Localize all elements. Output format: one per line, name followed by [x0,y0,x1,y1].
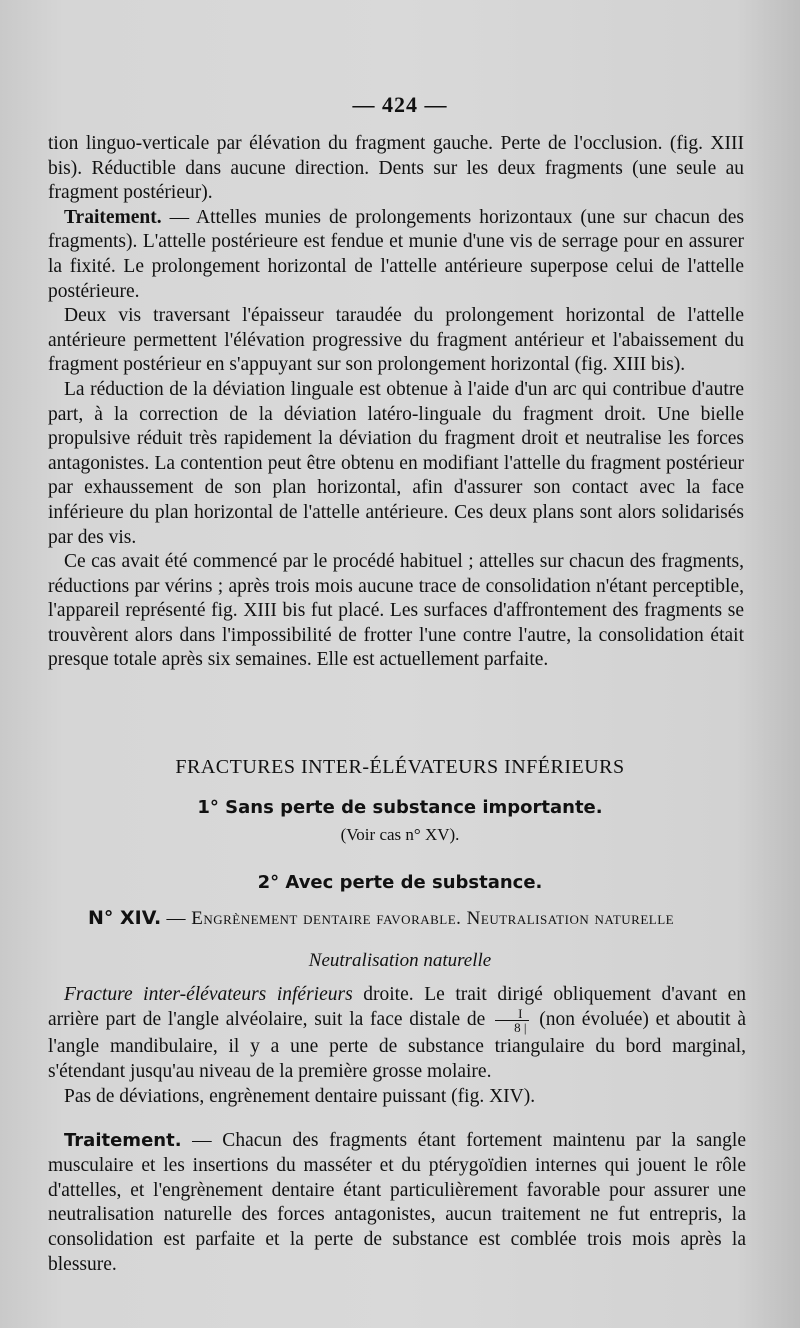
subsection-1-reference: (Voir cas n° XV). [340,825,460,844]
case-subtitle: Neutralisation naturelle [308,950,492,971]
fracture-italic: Fracture inter-élévateurs inférieurs [64,984,353,1005]
paragraph-traitement [48,206,744,304]
section-title: FRACTURES INTER-ÉLÉVATEURS INFÉRIEURS [175,756,625,778]
traitement-label-2: Traitement. [64,1130,182,1151]
fracture-text-b: (non évoluée) et aboutit à l'angle mandibulaire, il y a une perte de substance triangulaire du bord marginal, s'étendant jusqu'au niveau de la première grosse molaire. [48,1009,747,1083]
paragraph-fracture [48,982,746,1084]
paragraph-deux-vis: Deux vis traversant l'épaisseur taraudée du prolongement horizontal de l'attelle antérieure permettent l'élévation progressive du fragment antérieur et l'abaissement du fragment postérieur en s'appuyant sur son prolongement horizontal (fig. XIII bis). [48,305,744,376]
case-heading [88,907,728,930]
page-number: — 424 — [352,92,448,117]
tooth-fraction [495,1007,529,1034]
body-text-traitement [48,1129,746,1278]
case-number: N° XIV. [88,907,162,929]
traitement-text: — Attelles munies de prolongements horizontaux (une sur chacun des fragments). L'attelle postérieure est fendue et munie d'une vis de serrage pour en assurer la fixité. Le prolongement horizontal de l'attelle antérieure superpose celui de l'attelle postérieure. [48,206,744,302]
paragraph-pas-de-deviations: Pas de déviations, engrènement dentaire puissant (fig. XIV). [64,1086,536,1108]
subsection-2-title: 2° Avec perte de substance. [257,872,543,893]
body-text-case [48,982,746,1109]
traitement-text-2: — Chacun des fragments étant fortement maintenu par la sangle musculaire et les insertions du masséter et du ptérygoïdien internes qui jouent le rôle d'attelles, et l'engrènement dentaire étant particulièrement favorable pour assurer une neutralisation naturelle des forces antagonistes, aucun traitement ne fut entrepris, la consolidation est parfaite et la perte de substance est comblée trois mois après la blessure. [48,1130,746,1275]
fracture-text-a: droite. Le trait dirigé obliquement d'avant en arrière part de l'angle alvéolaire, suit la face distale de [48,984,746,1030]
paragraph-reduction: La réduction de la déviation linguale est obtenue à l'aide d'un arc qui contribue d'autre part, à la correction de la déviation latéro-linguale du fragment droit. Une bielle propulsive réduit très rapidement la déviation du fragment droit et neutralise les forces antagonistes. La contention peut être obtenu en modifiant l'attelle du fragment postérieur par exhaussement de son plan horizontal, afin d'assurer son contact avec la face inférieure du plan horizontal de l'attelle antérieure. Ces deux plans sont alors solidarisés par des vis. [48,378,744,548]
subsection-1-title: 1° Sans perte de substance importante. [197,797,603,818]
paragraph-ce-cas: Ce cas avait été commencé par le procédé habituel ; attelles sur chacun des fragments, réductions par vérins ; après trois mois aucune trace de consolidation n'étant perceptible, l'appareil représenté fig. XIII bis fut placé. Les surfaces d'affrontement des fragments se trouvèrent alors dans l'impossibilité de frotter l'une contre l'autre, la consolidation était presque totale après six semaines. Elle est actuellement parfaite. [48,551,744,671]
fraction-denominator: 8 | [514,1020,527,1036]
traitement-label: Traitement. [64,206,162,228]
paragraph-continuation: tion linguo-verticale par élévation du fragment gauche. Perte de l'occlusion. (fig. XIII bis). Réductible dans aucune direction. Dents sur les deux fragments (une seule au fragment postérieur). [48,133,744,204]
fraction-numerator: I [495,1007,529,1021]
case-title: — Engrènement dentaire favorable. Neutralisation naturelle [161,908,675,929]
paragraph-traitement-2 [48,1129,746,1278]
body-text-upper [48,132,744,673]
